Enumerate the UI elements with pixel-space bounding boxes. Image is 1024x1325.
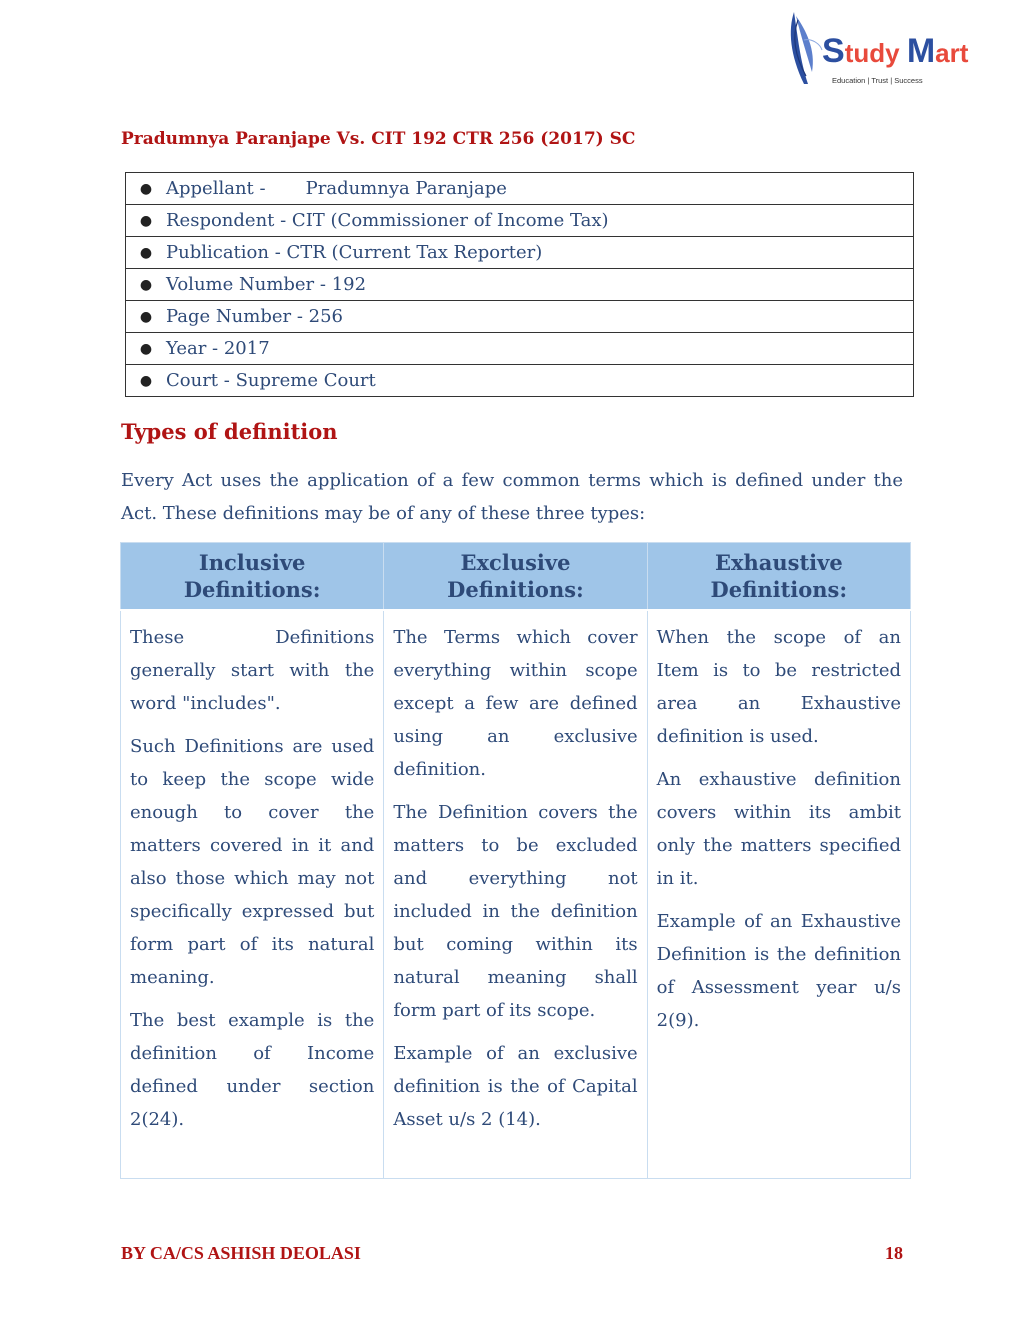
case-detail-appellant: Appellant - Pradumnya Paranjape	[166, 178, 507, 199]
case-title: Pradumnya Paranjape Vs. CIT 192 CTR 256 (2017) SC	[121, 129, 636, 149]
footer-page-number: 18	[885, 1243, 903, 1263]
case-detail-row	[126, 173, 914, 205]
exhaustive-para: When the scope of an Item is to be restricted area an Exhaustive definition is used.	[656, 627, 901, 747]
exhaustive-para: An exhaustive definition covers within its ambit only the matters specified in it.	[656, 769, 901, 889]
case-detail-row	[126, 237, 914, 269]
exclusive-para: The Definition covers the matters to be excluded and everything not included in the definition but coming within its natural meaning shall form part of its scope.	[393, 802, 638, 1021]
inclusive-para: Such Definitions are used to keep the scope wide enough to cover the matters covered in it and also those which may not specifically expressed but form part of its natural meaning.	[130, 736, 375, 988]
case-detail-publication: Publication - CTR (Current Tax Reporter)	[166, 242, 543, 263]
section-title: Types of definition	[121, 419, 338, 444]
exclusive-para: The Terms which cover everything within scope except a few are defined using an exclusive definition.	[393, 627, 638, 780]
inclusive-para: These Definitions generally start with the word "includes".	[130, 627, 375, 714]
intro-paragraph: Every Act uses the application of a few common terms which is defined under the Act. These definitions may be of any of these three types:	[121, 470, 903, 524]
case-details-table	[125, 172, 914, 397]
inclusive-para: The best example is the definition of Income defined under section 2(24).	[130, 1010, 375, 1130]
header-exclusive: Exclusive Definitions:	[384, 543, 647, 611]
case-detail-volume: Volume Number - 192	[166, 274, 367, 295]
case-detail-row	[126, 205, 914, 237]
case-detail-row	[126, 269, 914, 301]
inclusive-cell	[121, 610, 384, 1179]
case-detail-row	[126, 365, 914, 397]
definitions-header-row	[121, 543, 911, 611]
studymart-logo	[786, 10, 969, 90]
bullet-icon: ●	[139, 180, 153, 197]
exhaustive-para: Example of an Exhaustive Definition is the definition of Assessment year u/s 2(9).	[656, 911, 901, 1031]
header-exhaustive: Exhaustive Definitions:	[647, 543, 910, 611]
definitions-table	[120, 542, 911, 1179]
bullet-icon: ●	[139, 340, 153, 357]
bullet-icon: ●	[139, 212, 153, 229]
case-detail-year: Year - 2017	[166, 338, 270, 359]
exclusive-para: Example of an exclusive definition is the of Capital Asset u/s 2 (14).	[393, 1043, 638, 1130]
case-detail-row	[126, 333, 914, 365]
bullet-icon: ●	[139, 372, 153, 389]
bullet-icon: ●	[139, 276, 153, 293]
logo-tagline: Education | Trust | Success	[832, 76, 923, 85]
header-inclusive: Inclusive Definitions:	[121, 543, 384, 611]
logo-wordmark: Study Mart	[822, 32, 969, 70]
case-detail-page: Page Number - 256	[166, 306, 344, 327]
case-detail-row	[126, 301, 914, 333]
exclusive-cell	[384, 610, 647, 1179]
case-detail-court: Court - Supreme Court	[166, 370, 376, 391]
exhaustive-cell	[647, 610, 910, 1179]
footer-author: BY CA/CS ASHISH DEOLASI	[121, 1243, 361, 1263]
definitions-body-row	[121, 610, 911, 1179]
case-detail-respondent: Respondent - CIT (Commissioner of Income Tax)	[166, 210, 609, 231]
bullet-icon: ●	[139, 244, 153, 261]
bullet-icon: ●	[139, 308, 153, 325]
